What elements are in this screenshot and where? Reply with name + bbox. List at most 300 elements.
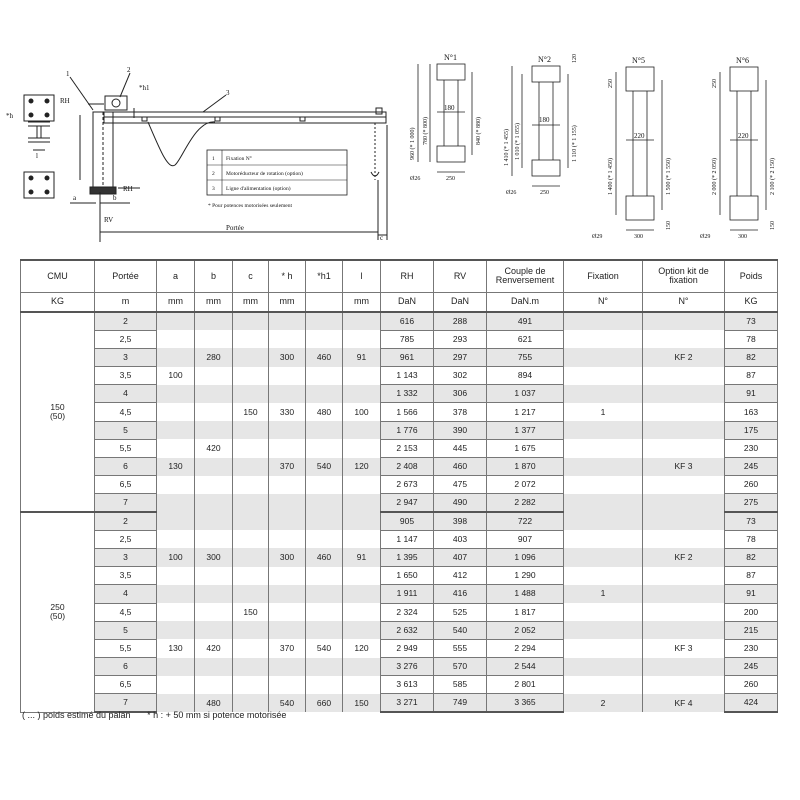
l-cell [343, 530, 381, 548]
b-cell: 480 [195, 694, 233, 712]
rv-cell: 525 [434, 603, 487, 621]
l-cell: 120 [343, 639, 381, 657]
l-cell [343, 676, 381, 694]
rv-cell: 475 [434, 476, 487, 494]
rv-cell: 378 [434, 403, 487, 421]
table-row [21, 367, 778, 385]
poids-cell: 260 [725, 476, 778, 494]
h-cell [269, 585, 306, 603]
poids-cell: 200 [725, 603, 778, 621]
poids-cell: 163 [725, 403, 778, 421]
a-cell [157, 585, 195, 603]
couple-cell: 2 294 [487, 639, 564, 657]
c-cell [233, 585, 269, 603]
b-cell: 300 [195, 548, 233, 566]
l-cell [343, 439, 381, 457]
c-cell [233, 330, 269, 348]
h1-cell [306, 312, 343, 330]
c-cell [233, 348, 269, 366]
a-cell [157, 676, 195, 694]
h1-cell [306, 676, 343, 694]
h-cell [269, 603, 306, 621]
h-cell [269, 385, 306, 403]
couple-cell: 1 675 [487, 439, 564, 457]
couple-cell: 2 801 [487, 676, 564, 694]
rh-cell: 1 776 [381, 421, 434, 439]
rv-cell: 297 [434, 348, 487, 366]
couple-cell: 1 217 [487, 403, 564, 421]
rv-cell: 288 [434, 312, 487, 330]
fixation-cell [564, 458, 643, 476]
fixation-1-bottom: 250 [446, 176, 455, 182]
portee-cell: 2,5 [95, 330, 157, 348]
fixation-cell [564, 639, 643, 657]
footnote-right: * h : + 50 mm si potence motorisée [147, 710, 287, 720]
poids-cell: 245 [725, 658, 778, 676]
fixation-5-hole: Ø29 [592, 234, 603, 240]
kit-cell [643, 385, 725, 403]
h1-cell [306, 439, 343, 457]
couple-cell: 1 817 [487, 603, 564, 621]
l-cell: 150 [343, 694, 381, 712]
couple-cell: 722 [487, 512, 564, 530]
fixation-cell [564, 494, 643, 512]
poids-cell: 87 [725, 567, 778, 585]
table-row [21, 567, 778, 585]
rh-cell: 3 613 [381, 676, 434, 694]
fixation-2-d3: 1 110 (* 1 155) [572, 125, 578, 162]
poids-cell: 91 [725, 585, 778, 603]
a-cell [157, 621, 195, 639]
unit-cell: DaN.m [487, 292, 564, 312]
b-cell [195, 385, 233, 403]
couple-cell: 907 [487, 530, 564, 548]
fixation-1-d1: 960 (* 1 000) [410, 127, 416, 160]
rv-cell: 306 [434, 385, 487, 403]
rv-cell: 555 [434, 639, 487, 657]
c-cell [233, 530, 269, 548]
couple-cell: 1 870 [487, 458, 564, 476]
h1-cell [306, 494, 343, 512]
b-cell [195, 403, 233, 421]
a-cell [157, 385, 195, 403]
portee-cell: 6 [95, 458, 157, 476]
callout-2: 2 [127, 66, 131, 74]
rh-cell: 1 566 [381, 403, 434, 421]
h1-cell [306, 603, 343, 621]
table-row [21, 658, 778, 676]
b-label: b [113, 194, 117, 202]
poids-cell: 78 [725, 530, 778, 548]
fixation-1-d3: 840 (* 880) [476, 117, 482, 145]
poids-cell: 82 [725, 348, 778, 366]
l-cell [343, 658, 381, 676]
legend-text-1: Fixation N° [226, 156, 252, 162]
a-cell [157, 403, 195, 421]
rv-cell: 585 [434, 676, 487, 694]
rh-cell: 3 276 [381, 658, 434, 676]
c-cell [233, 458, 269, 476]
b-cell: 420 [195, 639, 233, 657]
rh-cell: 3 271 [381, 694, 434, 712]
col-header: * h [269, 260, 306, 292]
rh-cell: 905 [381, 512, 434, 530]
l-cell [343, 367, 381, 385]
couple-cell: 1 037 [487, 385, 564, 403]
portee-cell: 6 [95, 658, 157, 676]
c-cell [233, 639, 269, 657]
rv-cell: 293 [434, 330, 487, 348]
b-cell [195, 494, 233, 512]
poids-cell: 175 [725, 421, 778, 439]
power-cable [148, 122, 215, 166]
col-header: Portée [95, 260, 157, 292]
spec-table [20, 259, 778, 713]
couple-cell: 755 [487, 348, 564, 366]
a-cell [157, 512, 195, 530]
portee-cell: 4 [95, 385, 157, 403]
b-cell [195, 458, 233, 476]
rv-cell: 398 [434, 512, 487, 530]
table-row [21, 330, 778, 348]
fixation-6-label: N°6 [736, 56, 749, 65]
rh-cell: 785 [381, 330, 434, 348]
table-row [21, 312, 778, 330]
fixation-2-d2: 1 010 (* 1 055) [515, 123, 521, 160]
legend-text-3: Ligne d'alimentation (option) [226, 186, 291, 192]
c-cell [233, 439, 269, 457]
fixation-cell [564, 312, 643, 330]
unit-cell: mm [157, 292, 195, 312]
fixation-1-center: 180 [444, 104, 455, 112]
fixation-cell [564, 439, 643, 457]
c-cell [233, 421, 269, 439]
cmu-sub: (50) [49, 611, 66, 622]
fixation-cell [564, 348, 643, 366]
fixation-5-center: 220 [634, 132, 645, 140]
rh-cell: 2 153 [381, 439, 434, 457]
cmu-cell [21, 512, 95, 712]
col-header: *h1 [306, 260, 343, 292]
b-cell [195, 367, 233, 385]
rh-cell: 1 332 [381, 385, 434, 403]
base-plate-top-view [24, 95, 54, 121]
poids-cell: 275 [725, 494, 778, 512]
kit-cell [643, 621, 725, 639]
a-cell [157, 439, 195, 457]
fixation-5-side: 250 [608, 79, 614, 88]
kit-cell [643, 585, 725, 603]
a-cell: 100 [157, 548, 195, 566]
col-header: Couple de Renversement [487, 260, 564, 292]
legend-num-1: 1 [212, 156, 215, 162]
c-cell: 150 [233, 403, 269, 421]
fixation-cell [564, 530, 643, 548]
table-row [21, 530, 778, 548]
c-cell [233, 512, 269, 530]
h1-cell: 480 [306, 403, 343, 421]
h-cell [269, 312, 306, 330]
rv-label: RV [104, 216, 114, 224]
l-cell: 120 [343, 458, 381, 476]
l-cell: 91 [343, 548, 381, 566]
kit-cell [643, 512, 725, 530]
rv-cell: 540 [434, 621, 487, 639]
col-header: l [343, 260, 381, 292]
c-label: c [380, 234, 384, 242]
rv-cell: 570 [434, 658, 487, 676]
table-row [21, 512, 778, 530]
rv-cell: 302 [434, 367, 487, 385]
couple-cell: 2 072 [487, 476, 564, 494]
portee-cell: 7 [95, 494, 157, 512]
fixation-2-hole: Ø26 [506, 190, 517, 196]
unit-cell: KG [725, 292, 778, 312]
fixation-6-side: 250 [712, 79, 718, 88]
h-cell [269, 367, 306, 385]
table-row [21, 494, 778, 512]
h1-cell: 460 [306, 548, 343, 566]
h1-cell [306, 658, 343, 676]
fixation-cell: 1 [564, 403, 643, 421]
a-cell [157, 421, 195, 439]
fixation-cell [564, 548, 643, 566]
l-cell [343, 330, 381, 348]
h-cell [269, 530, 306, 548]
portee-cell: 6,5 [95, 476, 157, 494]
l-cell: 91 [343, 348, 381, 366]
portee-cell: 5,5 [95, 439, 157, 457]
couple-cell: 894 [487, 367, 564, 385]
rv-cell: 403 [434, 530, 487, 548]
b-cell [195, 312, 233, 330]
portee-cell: 5 [95, 421, 157, 439]
a-cell: 100 [157, 367, 195, 385]
legend-text-2: Motoréducteur de rotation (option) [226, 171, 303, 177]
fixation-2-label: N°2 [538, 55, 551, 64]
rv-cell: 445 [434, 439, 487, 457]
rh-cell: 2 673 [381, 476, 434, 494]
unit-cell: DaN [434, 292, 487, 312]
b-cell: 280 [195, 348, 233, 366]
poids-cell: 424 [725, 694, 778, 712]
b-cell [195, 658, 233, 676]
h-cell [269, 658, 306, 676]
fixation-1-hole: Ø26 [410, 176, 421, 182]
col-header: CMU [21, 260, 95, 292]
col-header: RH [381, 260, 434, 292]
h1-cell: 540 [306, 639, 343, 657]
h-label: *h [6, 112, 13, 120]
table-row [21, 403, 778, 421]
rh-cell: 1 650 [381, 567, 434, 585]
kit-cell: KF 2 [643, 548, 725, 566]
h-cell [269, 621, 306, 639]
a-label: a [73, 194, 77, 202]
c-cell [233, 385, 269, 403]
unit-cell: KG [21, 292, 95, 312]
h-cell: 330 [269, 403, 306, 421]
portee-cell: 2 [95, 312, 157, 330]
rh-label-top: RH [60, 97, 70, 105]
portee-cell: 2 [95, 512, 157, 530]
fixation-cell: 1 [564, 585, 643, 603]
table-row [21, 621, 778, 639]
table-row [21, 639, 778, 657]
h1-cell [306, 330, 343, 348]
h-cell: 540 [269, 694, 306, 712]
fixation-cell [564, 567, 643, 585]
unit-cell: N° [564, 292, 643, 312]
a-cell [157, 530, 195, 548]
rv-cell: 490 [434, 494, 487, 512]
c-cell [233, 676, 269, 694]
h1-cell [306, 585, 343, 603]
l-cell [343, 421, 381, 439]
fixation-cell [564, 476, 643, 494]
table-row [21, 348, 778, 366]
fixation-cell [564, 621, 643, 639]
rv-cell: 407 [434, 548, 487, 566]
fixation-cell [564, 421, 643, 439]
rh-cell: 2 947 [381, 494, 434, 512]
fixation-6-edge: 150 [770, 221, 776, 230]
footnote-left: ( ... ) poids estimé du palan [22, 710, 131, 720]
poids-cell: 87 [725, 367, 778, 385]
c-cell [233, 367, 269, 385]
l-cell [343, 567, 381, 585]
couple-cell: 1 377 [487, 421, 564, 439]
poids-cell: 230 [725, 439, 778, 457]
portee-cell: 4,5 [95, 603, 157, 621]
c-cell: 150 [233, 603, 269, 621]
l-cell [343, 476, 381, 494]
a-cell [157, 330, 195, 348]
b-cell [195, 421, 233, 439]
fixation-5-d2: 1 500 (* 1 550) [666, 158, 672, 195]
kit-cell [643, 676, 725, 694]
h-cell [269, 494, 306, 512]
h1-cell [306, 621, 343, 639]
l-cell: 100 [343, 403, 381, 421]
b-cell [195, 585, 233, 603]
h1-cell: 660 [306, 694, 343, 712]
callout-1: 1 [66, 70, 70, 78]
kit-cell [643, 476, 725, 494]
h1-label: *h1 [139, 84, 150, 92]
unit-cell: mm [343, 292, 381, 312]
couple-cell: 491 [487, 312, 564, 330]
portee-cell: 7 [95, 694, 157, 712]
h-cell: 300 [269, 548, 306, 566]
fixation-6-d1: 2 000 (* 2 050) [712, 158, 718, 195]
fixation-cell [564, 330, 643, 348]
a-cell [157, 312, 195, 330]
base-plate-view [24, 172, 54, 198]
h1-cell: 460 [306, 348, 343, 366]
fixation-cell [564, 676, 643, 694]
unit-cell: mm [269, 292, 306, 312]
header-row [21, 260, 778, 292]
units-row [21, 292, 778, 312]
fixation-6-center: 220 [738, 132, 749, 140]
c-cell [233, 621, 269, 639]
l-cell [343, 512, 381, 530]
l-label: l [36, 152, 38, 160]
c-cell [233, 548, 269, 566]
kit-cell [643, 567, 725, 585]
kit-cell [643, 403, 725, 421]
h-cell [269, 512, 306, 530]
h-cell: 370 [269, 458, 306, 476]
spec-table-container [20, 259, 777, 713]
rotation-motor [105, 96, 127, 110]
b-cell [195, 676, 233, 694]
col-header: RV [434, 260, 487, 292]
cmu-cell [21, 312, 95, 512]
poids-cell: 82 [725, 548, 778, 566]
fixation-2-d1: 1 410 (* 1 455) [504, 129, 510, 166]
cmu-sub: (50) [49, 411, 66, 422]
h-cell: 300 [269, 348, 306, 366]
rv-cell: 460 [434, 458, 487, 476]
h-cell [269, 330, 306, 348]
couple-cell: 2 282 [487, 494, 564, 512]
b-cell [195, 530, 233, 548]
rv-cell: 416 [434, 585, 487, 603]
l-cell [343, 585, 381, 603]
footnote [22, 710, 300, 720]
fixation-2-center: 180 [539, 116, 550, 124]
poids-cell: 260 [725, 676, 778, 694]
table-row [21, 603, 778, 621]
fixation-cell [564, 658, 643, 676]
kit-cell [643, 421, 725, 439]
legend-note: * Pour potences motorisées seulement [208, 203, 293, 209]
couple-cell: 1 290 [487, 567, 564, 585]
c-cell [233, 567, 269, 585]
table-row [21, 476, 778, 494]
poids-cell: 230 [725, 639, 778, 657]
rh-label-bottom: RH [123, 185, 133, 193]
unit-cell: mm [233, 292, 269, 312]
fixation-1-label: N°1 [444, 53, 457, 62]
l-cell [343, 385, 381, 403]
cmu-value: 250 [50, 602, 65, 613]
kit-cell: KF 3 [643, 458, 725, 476]
portee-cell: 3,5 [95, 367, 157, 385]
fixation-cell [564, 367, 643, 385]
unit-cell [306, 292, 343, 312]
table-row [21, 458, 778, 476]
a-cell [157, 348, 195, 366]
h1-cell: 540 [306, 458, 343, 476]
kit-cell: KF 2 [643, 348, 725, 366]
b-cell [195, 476, 233, 494]
rh-cell: 1 147 [381, 530, 434, 548]
fixation-cell: 2 [564, 694, 643, 712]
a-cell [157, 603, 195, 621]
kit-cell [643, 658, 725, 676]
rh-cell: 2 949 [381, 639, 434, 657]
fixation-cell [564, 385, 643, 403]
h-cell [269, 567, 306, 585]
rh-cell: 2 408 [381, 458, 434, 476]
table-row [21, 585, 778, 603]
b-cell [195, 330, 233, 348]
rh-cell: 1 911 [381, 585, 434, 603]
rv-cell: 412 [434, 567, 487, 585]
